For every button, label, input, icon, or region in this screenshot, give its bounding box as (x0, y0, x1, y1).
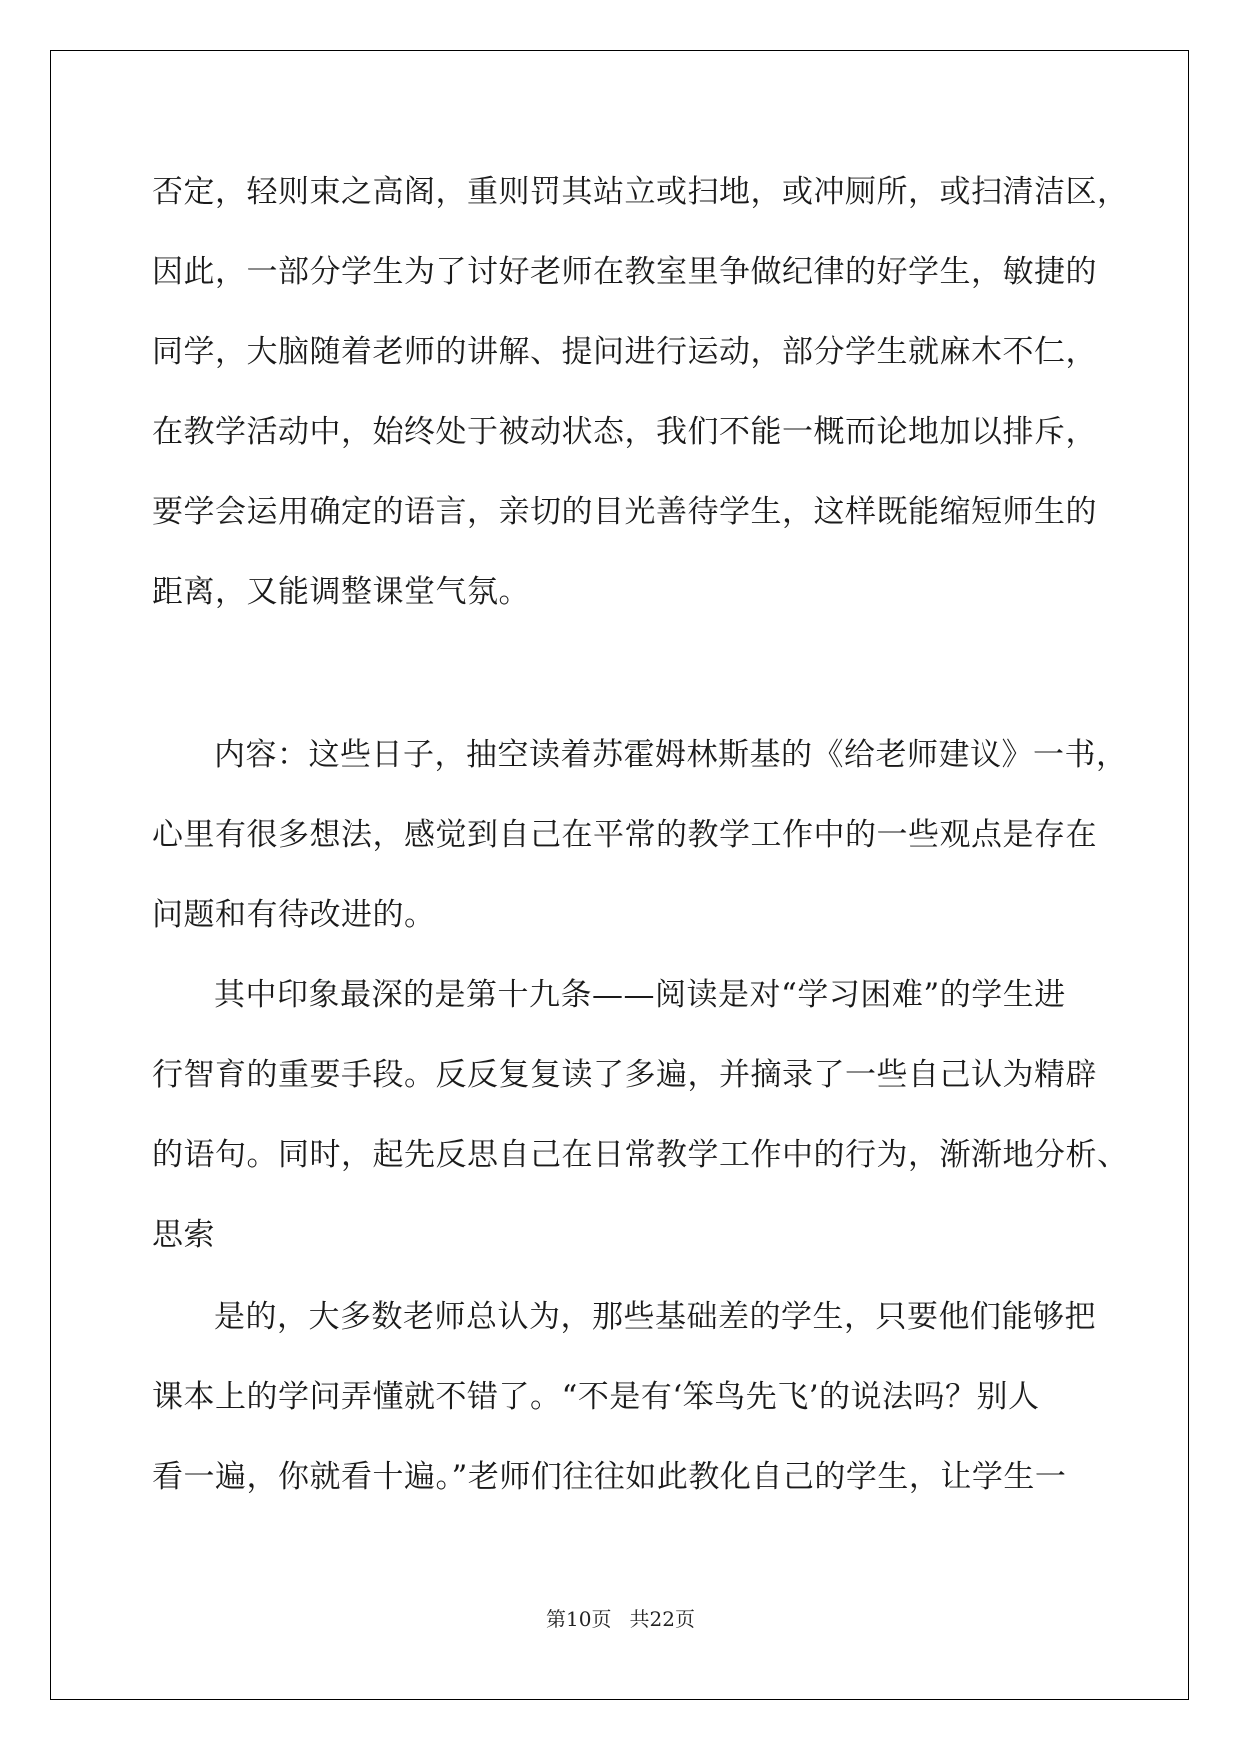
page-number: 第10页 (546, 1607, 612, 1631)
text-line: 心里有很多想法，感觉到自己在平常的教学工作中的一些观点是存在 (152, 817, 1097, 853)
text-line: 在教学活动中，始终处于被动状态，我们不能一概而论地加以排斥， (152, 414, 1097, 450)
page-border (50, 50, 1189, 1700)
paragraph-first-line: 其中印象最深的是第十九条——阅读是对“学习困难”的学生进 (214, 977, 1066, 1013)
page-total: 共22页 (629, 1607, 695, 1631)
text-line: 否定，轻则束之高阁，重则罚其站立或扫地，或冲厕所，或扫清洁区， (152, 174, 1129, 210)
text-line: 行智育的重要手段。反反复复读了多遍，并摘录了一些自己认为精辟 (152, 1057, 1097, 1093)
text-line: 课本上的学问弄懂就不错了。“不是有‘笨鸟先飞’的说法吗？别人 (152, 1379, 1040, 1415)
paragraph-first-line: 是的，大多数老师总认为，那些基础差的学生，只要他们能够把 (214, 1299, 1096, 1335)
text-line: 距离，又能调整课堂气氛。 (152, 574, 530, 610)
text-line: 同学，大脑随着老师的讲解、提问进行运动，部分学生就麻木不仁， (152, 334, 1097, 370)
text-line: 问题和有待改进的。 (152, 897, 436, 933)
paragraph-first-line: 内容：这些日子，抽空读着苏霍姆林斯基的《给老师建议》一书， (214, 737, 1128, 773)
page-footer (0, 1606, 1241, 1632)
text-line: 看一遍，你就看十遍。”老师们往往如此教化自己的学生，让学生一 (152, 1459, 1067, 1495)
text-line: 因此，一部分学生为了讨好老师在教室里争做纪律的好学生，敏捷的 (152, 254, 1097, 290)
text-line: 思索 (152, 1217, 215, 1253)
text-line: 要学会运用确定的语言，亲切的目光善待学生，这样既能缩短师生的 (152, 494, 1097, 530)
text-line: 的语句。同时，起先反思自己在日常教学工作中的行为，渐渐地分析、 (152, 1137, 1129, 1173)
